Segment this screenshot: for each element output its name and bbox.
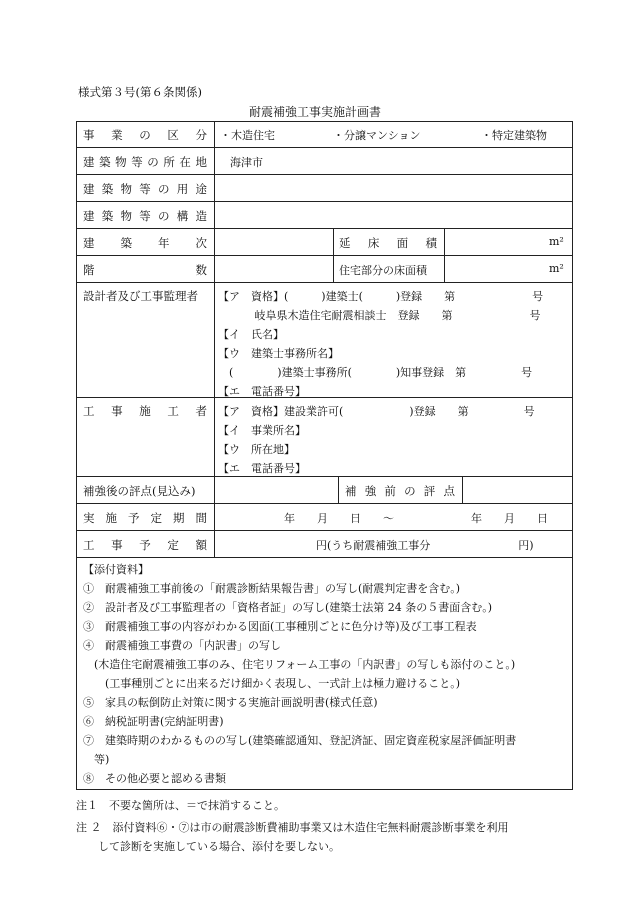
- column-divider: [444, 228, 445, 282]
- form-number: 様式第３号(第６条関係): [78, 85, 202, 99]
- row-divider: [76, 476, 573, 477]
- attachment-item: 等): [83, 753, 110, 766]
- designer-name-line: 【イ 氏名】: [218, 328, 284, 341]
- score-before-label: 補 強 前 の 評 点: [345, 484, 455, 498]
- row-divider: [76, 282, 573, 283]
- designer-consultant-line: 岐阜県木造住宅耐震相談士 登録 第 号: [218, 309, 541, 322]
- age-label: 建 築 年 次: [83, 236, 207, 250]
- residential-area-unit: m²: [549, 262, 564, 275]
- note-2-continued: して診断を実施している場合、添付を要しない。: [76, 840, 340, 853]
- attachment-item: ⑧ その他必要と認める書類: [83, 772, 226, 785]
- contractor-license-line: 【ア 資格】建設業許可( )登録 第 号: [218, 405, 535, 418]
- stories-label: 階 数: [83, 263, 207, 277]
- row-divider: [76, 557, 573, 558]
- attachment-item: ① 耐震補強工事前後の「耐震診断結果報告書」の写し(耐震判定書を含む。): [83, 582, 461, 595]
- attachment-item: ④ 耐震補強工事費の「内訳書」の写し: [83, 639, 281, 652]
- amount-value: 円(うち耐震補強工事分 円): [316, 539, 534, 552]
- attachment-item: ⑥ 納税証明書(完納証明書): [83, 715, 224, 728]
- residential-area-label: 住宅部分の床面積: [339, 264, 427, 277]
- category-option-condo[interactable]: ・分譲マンション: [333, 129, 421, 142]
- column-divider: [338, 476, 339, 503]
- attachment-item: ⑦ 建築時期のわかるものの写し(建築確認通知、登記済証、固定資産税家屋評価証明書: [83, 734, 517, 747]
- note-2: 注 ２ 添付資料⑥・⑦は市の耐震診断費補助事業又は木造住宅無料耐震診断事業を利用: [76, 821, 509, 834]
- contractor-office-line: 【イ 事業所名】: [218, 424, 306, 437]
- score-after-label: 補強後の評点(見込み): [83, 484, 196, 498]
- attachments-heading: 【添付資料】: [83, 563, 149, 576]
- structure-label: 建 築 物 等 の 構 造: [83, 209, 207, 223]
- document-title: 耐震補強工事実施計画書: [248, 105, 381, 119]
- designer-qualification-line: 【ア 資格】( )建築士( )登録 第 号: [218, 290, 544, 303]
- row-divider: [76, 255, 573, 256]
- category-option-specific[interactable]: ・特定建築物: [481, 129, 547, 142]
- row-divider: [76, 228, 573, 229]
- designer-office-line: 【ウ 建築士事務所名】: [218, 347, 339, 360]
- row-divider: [76, 147, 573, 148]
- contractor-phone-line: 【エ 電話番号】: [218, 462, 306, 475]
- attachment-item: (木造住宅耐震補強工事のみ、住宅リフォーム工事の「内訳書」の写しも添付のこと。): [83, 658, 516, 671]
- column-divider: [333, 228, 334, 282]
- column-divider: [462, 476, 463, 503]
- attachment-item: ③ 耐震補強工事の内容がわかる図面(工事種別ごとに色分け等)及び工事工程表: [83, 620, 477, 633]
- designer-phone-line: 【エ 電話番号】: [218, 385, 306, 398]
- amount-label: 工 事 予 定 額: [83, 538, 207, 552]
- contractor-address-line: 【ウ 所在地】: [218, 443, 295, 456]
- attachment-item: ② 設計者及び工事監理者の「資格者証」の写し(建築士法第 24 条の５書面含む。): [83, 601, 493, 614]
- location-label: 建 築 物 等 の 所 在 地: [83, 155, 207, 169]
- period-value: 年 月 日 ～ 年 月 日: [284, 512, 548, 525]
- attachment-item: (工事種別ごとに出来るだけ細かく表現し、一式計上は極力避けること。): [83, 677, 461, 690]
- note-1: 注１ 不要な箇所は、＝で抹消すること。: [76, 799, 285, 812]
- row-divider: [76, 530, 573, 531]
- use-label: 建 築 物 等 の 用 途: [83, 182, 207, 196]
- period-label: 実 施 予 定 期 間: [83, 511, 207, 525]
- designer-office-reg-line: ( )建築士事務所( )知事登録 第 号: [218, 366, 533, 379]
- category-option-wooden[interactable]: ・木造住宅: [220, 129, 275, 142]
- attachment-item: ⑤ 家具の転倒防止対策に関する実施計画説明書(様式任意): [83, 696, 378, 709]
- column-divider: [214, 121, 215, 557]
- row-divider: [76, 503, 573, 504]
- floor-area-unit: m²: [549, 235, 564, 248]
- row-divider: [76, 397, 573, 398]
- location-value: 海津市: [230, 156, 263, 169]
- row-divider: [76, 174, 573, 175]
- designer-label: 設計者及び工事監理者: [83, 289, 198, 303]
- floor-area-label: 延 床 面 積: [339, 236, 437, 250]
- category-label: 事 業 の 区 分: [83, 128, 207, 142]
- contractor-label: 工 事 施 工 者: [83, 404, 207, 418]
- row-divider: [76, 201, 573, 202]
